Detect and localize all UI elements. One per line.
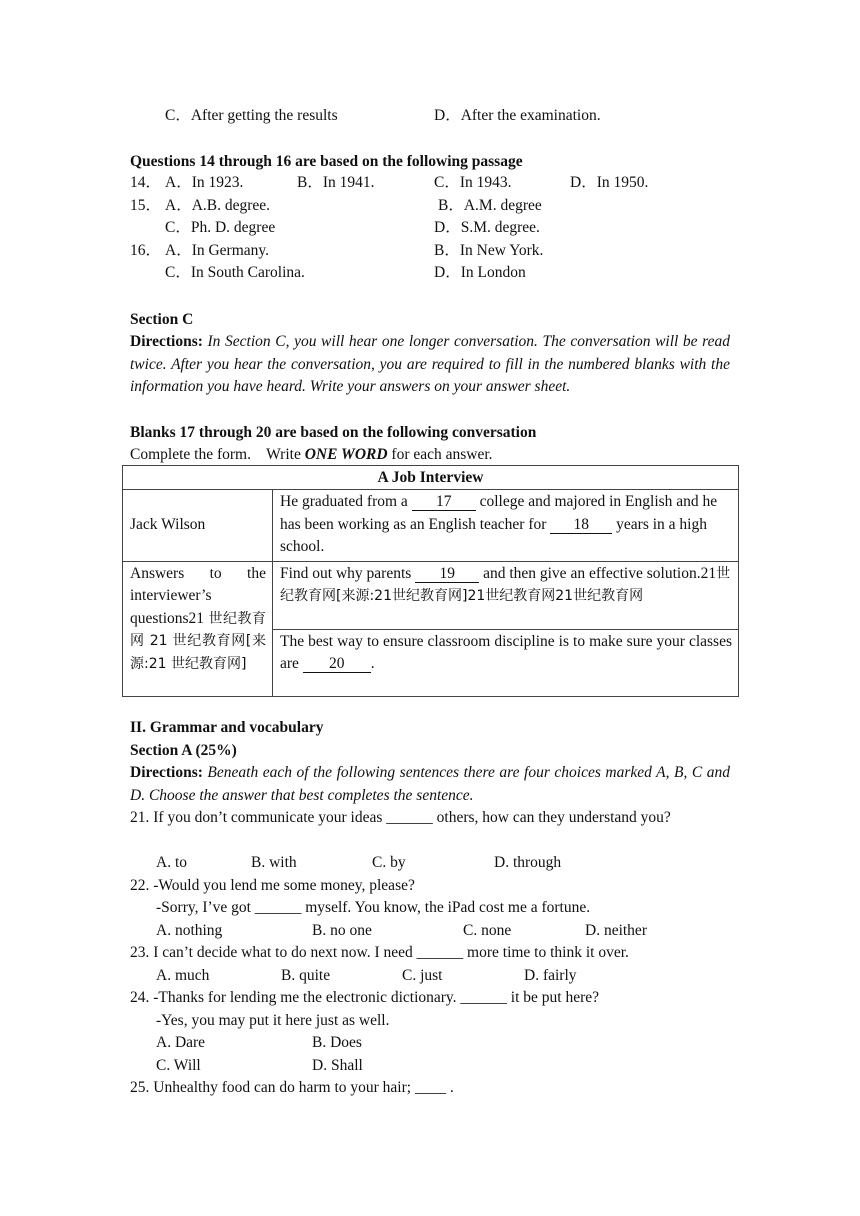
row1-text-2: college and majored in English and he has been working as an English teacher for <box>280 493 718 533</box>
q15-option-c: C．Ph. D. degree <box>165 219 276 236</box>
instruction-pre: Complete the form. Write <box>130 446 305 463</box>
q14-number: 14． <box>130 174 162 191</box>
row-jack-wilson-content <box>273 490 739 562</box>
q15-number: 15． <box>130 197 162 214</box>
q24-option-b: B. Does <box>312 1034 362 1051</box>
answers-label-text: Answers to the interviewer’s questions21 <box>130 564 266 627</box>
row3-text-2: . <box>370 655 375 672</box>
q13-option-c: C．After getting the results <box>165 107 338 124</box>
part-2-directions-text: Beneath each of the following sentences there are four choices marked A, B, C and D. Choose the answer that best completes the sentence. <box>130 764 730 804</box>
q23-option-c: C. just <box>402 967 443 984</box>
row1-text-3: years in a high school. <box>280 515 707 555</box>
q24-stem: 24. -Thanks for lending me the electronic dictionary. ______ it be put here? <box>130 989 600 1006</box>
part-2-directions <box>130 762 730 807</box>
q21-stem: 21. If you don’t communicate your ideas ______ others, how can they understand you? <box>130 809 671 826</box>
part-2-directions-label: Directions: <box>130 764 203 781</box>
section-c-directions <box>130 331 730 399</box>
blanks-17-20-heading: Blanks 17 through 20 are based on the following conversation <box>130 424 537 441</box>
q21-option-b: B. with <box>251 854 297 871</box>
q25-stem: 25. Unhealthy food can do harm to your hair; ____ . <box>130 1079 454 1096</box>
row2-text-cjk: 世纪教育网[来源:21世纪教育网]21世纪教育网21世纪教育网 <box>280 565 731 604</box>
q16-option-c: C．In South Carolina. <box>165 264 305 281</box>
part-2-title: II. Grammar and vocabulary <box>130 719 324 736</box>
q23-option-d: D. fairly <box>524 967 577 984</box>
section-a-title: Section A (25%) <box>130 742 237 759</box>
q16-option-b: B．In New York. <box>434 242 544 259</box>
questions-14-16-heading: Questions 14 through 16 are based on the following passage <box>130 153 523 170</box>
row-label-answers <box>123 561 273 696</box>
blank-17: 17 <box>412 493 476 511</box>
directions-label: Directions: <box>130 333 203 350</box>
q14-option-a: A．In 1923. <box>165 174 244 191</box>
q14-option-c: C．In 1943. <box>434 174 512 191</box>
q16-option-a: A．In Germany. <box>165 242 270 259</box>
blank-18: 18 <box>550 516 612 534</box>
q22-stem: 22. -Would you lend me some money, please? <box>130 877 415 894</box>
q23-option-a: A. much <box>156 967 210 984</box>
row-answers-content-2 <box>273 629 739 696</box>
q22-option-a: A. nothing <box>156 922 223 939</box>
q13-option-d: D．After the examination. <box>434 107 601 124</box>
row3-text-1: The best way to ensure classroom discipline is to make sure your classes are <box>280 632 732 672</box>
form-instruction <box>130 444 493 466</box>
q16-number: 16． <box>130 242 162 259</box>
q15-option-b: B．A.M. degree <box>438 197 542 214</box>
blank-19: 19 <box>415 565 479 583</box>
instruction-one-word: ONE WORD <box>304 446 388 463</box>
q24-option-d: D. Shall <box>312 1057 363 1074</box>
q23-stem: 23. I can’t decide what to do next now. I need ______ more time to think it over. <box>130 944 629 961</box>
q24-option-c: C. Will <box>156 1057 201 1074</box>
row2-text-2: and then give an effective solution.21 <box>479 564 717 582</box>
row-label-jack-wilson: Jack Wilson <box>123 490 273 562</box>
job-interview-form <box>122 465 739 697</box>
q16-option-d: D．In London <box>434 264 526 281</box>
answers-label-cjk: 世纪教育网 21 世纪教育网[来源:21 世纪教育网] <box>130 610 266 672</box>
q24-reply: -Yes, you may put it here just as well. <box>156 1012 390 1029</box>
q24-option-a: A. Dare <box>156 1034 206 1051</box>
q22-option-d: D. neither <box>585 922 647 939</box>
q22-option-b: B. no one <box>312 922 372 939</box>
instruction-post: for each answer. <box>387 446 493 463</box>
row2-text-1: Find out why parents <box>280 564 416 582</box>
form-title: A Job Interview <box>123 466 739 490</box>
q23-option-b: B. quite <box>281 967 331 984</box>
q15-option-a: A．A.B. degree. <box>165 197 271 214</box>
section-c-title: Section C <box>130 311 194 328</box>
blank-20: 20 <box>303 655 371 673</box>
row-answers-content-1 <box>273 561 739 629</box>
directions-text: In Section C, you will hear one longer conversation. The conversation will be read twice. After you hear the conversation, you are required to fill in the numbered blanks with the information you have heard. Write your answers on your answer sheet. <box>130 333 730 395</box>
q21-option-c: C. by <box>372 854 406 871</box>
row1-text-1: He graduated from a <box>280 493 412 510</box>
q21-option-a: A. to <box>156 854 187 871</box>
q15-option-d: D．S.M. degree. <box>434 219 540 236</box>
q14-option-b: B．In 1941. <box>297 174 375 191</box>
q22-reply: -Sorry, I’ve got ______ myself. You know, the iPad cost me a fortune. <box>156 899 591 916</box>
q22-option-c: C. none <box>463 922 512 939</box>
q14-option-d: D．In 1950. <box>570 174 649 191</box>
q21-option-d: D. through <box>494 854 562 871</box>
